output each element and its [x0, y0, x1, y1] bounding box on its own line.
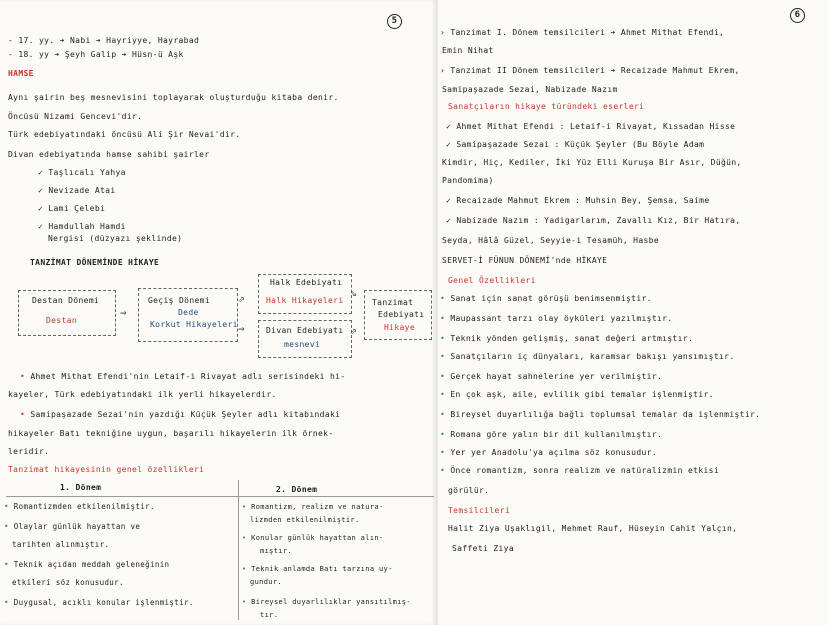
paragraph-line: leridir. [8, 447, 50, 456]
list-item: ✓ Recaizade Mahmut Ekrem : Muhsin Bey, Şemsa, Saime [446, 196, 710, 205]
diagram-label: Edebiyatı [378, 310, 425, 319]
arrow-icon: ⇗ [238, 292, 245, 305]
note-line: - 18. yy ➔ Şeyh Galip ➔ Hüsn-ü Aşk [8, 50, 184, 59]
note-line: görülür. [448, 486, 490, 495]
list-item: ✓ Nevizade Atai [38, 186, 116, 195]
note-line: › Tanzimat I. Dönem temsilcileri ➔ Ahmet Mithat Efendi, [440, 28, 725, 37]
list-item: ✓ Ahmet Mithat Efendi : Letaif-i Rivayat, Kıssadan Hisse [446, 122, 736, 131]
col1-item: • Olaylar günlük hayattan ve [4, 522, 141, 531]
arrow-icon: ⇒ [120, 306, 127, 319]
col1-item-cont: etkileri söz konusudur. [12, 578, 124, 587]
list-item: • En çok aşk, aile, evlilik gibi temalar işlenmiştir. [440, 390, 714, 399]
check-icon: ✓ [38, 168, 49, 177]
paragraph-line: • Samipaşazade Sezai'nin yazdığı Küçük Şeyler adlı kitabındaki [20, 410, 341, 419]
col1-item: • Teknik açıdan meddah geleneğinin [4, 560, 170, 569]
list-item: • Yer yer Anadolu'ya açılma söz konusudur. [440, 448, 657, 457]
column-title-1: 1. Dönem [60, 483, 102, 492]
list-item: • Sanat için sanat görüşü benimsenmiştir. [440, 294, 652, 303]
features-title: Tanzimat hikayesinin genel özellikleri [8, 465, 205, 474]
diagram-label: Hikaye [384, 323, 415, 332]
list-item: ✓ Taşlıcalı Yahya [38, 168, 126, 177]
list-item: • Maupassant tarzı olay öyküleri yazılmıştır. [440, 314, 673, 323]
note-line: Halit Ziya Uşaklıgil, Mehmet Rauf, Hüseyin Cahit Yalçın, [448, 524, 738, 533]
arrow-icon: ⇗ [350, 324, 357, 337]
diagram-label: Halk Hikayeleri [266, 296, 344, 305]
diagram-label: Korkut Hikayeleri [150, 320, 238, 329]
note-line: Öncüsü Nizami Gencevi'dir. [8, 112, 143, 121]
page-number-left: 5 [387, 14, 402, 29]
col1-item-cont: tarihten alınmıştır. [12, 540, 110, 549]
sub-heading: Temsilcileri [448, 506, 510, 515]
diagram-label: Destan Dönemi [32, 296, 100, 305]
note-line: - 17. yy. ➔ Nabi ➔ Hayriyye, Hayrabad [8, 36, 200, 45]
note-line: Divan edebiyatında hamse sahibi şairler [8, 150, 210, 159]
note-line: Aynı şairin beş mesnevisini toplayarak oluşturduğu kitaba denir. [8, 93, 339, 102]
col2-item: • Bireysel duyarlılıklar yansıtılmış- [242, 598, 411, 606]
check-icon: ✓ [38, 186, 49, 195]
check-icon: ✓ [38, 222, 49, 231]
diagram-label: Dede [178, 308, 199, 317]
col2-item-cont: tır. [260, 611, 279, 619]
arrow-icon: ⇘ [350, 286, 357, 299]
note-line: Pandomima) [442, 176, 494, 185]
paragraph-line: • Ahmet Mithat Efendi'nin Letaif-i Rivayat adlı serisindeki hi- [20, 372, 346, 381]
diagram-label: Geçiş Dönemi [148, 296, 210, 305]
list-item: • Bireysel duyarlılığa bağlı toplumsal temalar da işlenmiştir. [440, 410, 761, 419]
list-item: • Romana göre yalın bir dil kullanılmıştır. [440, 430, 663, 439]
note-line: Kimdir, Hiç, Kediler, İki Yüz Elli Kuruşa Bir Asır, Düğün, [442, 158, 742, 167]
note-line: › Tanzimat II Dönem temsilcileri ➔ Recaizade Mahmut Ekrem, [440, 66, 740, 75]
note-line: Saffeti Ziya [452, 544, 514, 553]
list-item: ✓ Nabizade Nazım : Yadigarlarım, Zavallı Kız, Bir Hatıra, [446, 216, 741, 225]
diagram-label: Destan [46, 316, 77, 325]
list-item: • Önce romantizm, sonra realizm ve natüralizmin etkisi [440, 466, 719, 475]
note-line: Emin Nihat [442, 46, 494, 55]
note-line: Nergisi (düzyazı şeklinde) [48, 234, 183, 243]
column-divider [238, 480, 239, 620]
section-heading-tanzimat: TANZİMAT DÖNEMİNDE HİKAYE [30, 258, 160, 267]
list-item: ✓ Samipaşazade Sezai : Küçük Şeyler (Bu Böyle Adam [446, 140, 705, 149]
arrow-icon: ⇒ [238, 322, 245, 335]
note-line: Samipaşazade Sezai, Nabizade Nazım [442, 85, 618, 94]
section-heading-servet: SERVET-İ FÜNUN DÖNEMİ'nde HİKAYE [442, 256, 608, 265]
list-item: ✓ Hamdullah Hamdi [38, 222, 126, 231]
list-item: • Sanatçıların iç dünyaları, karamsar bakışı yansımıştır. [440, 352, 735, 361]
list-item: • Gerçek hayat sahnelerine yer verilmiştir. [440, 372, 663, 381]
col1-item: • Duygusal, acıklı konular işlenmiştir. [4, 598, 194, 607]
note-line: Seyda, Hâlâ Güzel, Seyyie-i Tesamüh, Hasbe [442, 236, 659, 245]
diagram-label: Tanzimat [372, 298, 414, 307]
col1-item: • Romantizmden etkilenilmiştir. [4, 502, 155, 511]
sub-heading: Sanatçıların hikaye türündeki eserleri [448, 102, 645, 111]
col2-item-cont: gundur. [250, 578, 282, 586]
section-heading-hamse: HAMSE [8, 69, 34, 78]
list-item: ✓ Lami Çelebi [38, 204, 106, 213]
note-line: Türk edebiyatındaki öncüsü Ali Şir Nevai'dir. [8, 130, 241, 139]
list-item: • Teknik yönden gelişmiş, sanat değeri artmıştır. [440, 334, 694, 343]
table-divider [6, 496, 434, 497]
diagram-label: mesnevi [284, 340, 321, 349]
check-icon: ✓ [38, 204, 49, 213]
col2-item-cont: lizmden etkilenilmiştir. [250, 516, 360, 524]
sub-heading: Genel Özellikleri [448, 276, 536, 285]
paragraph-line: hikayeler Batı tekniğine uygun, başarılı hikayelerin ilk örnek- [8, 429, 334, 438]
col2-item: • Romantizm, realizm ve natura- [242, 503, 384, 511]
right-page [438, 0, 828, 625]
col2-item-cont: mıştır. [260, 547, 292, 555]
col2-item: • Konular günlük hayattan alın- [242, 534, 384, 542]
paragraph-line: kayeler, Türk edebiyatındaki ilk yerli hikayelerdir. [8, 390, 277, 399]
page-number-right: 6 [790, 8, 805, 23]
col2-item: • Teknik anlamda Batı tarzına uy- [242, 565, 393, 573]
column-title-2: 2. Dönem [276, 485, 318, 494]
diagram-label: Halk Edebiyatı [270, 278, 343, 287]
diagram-label: Divan Edebiyatı [266, 326, 344, 335]
